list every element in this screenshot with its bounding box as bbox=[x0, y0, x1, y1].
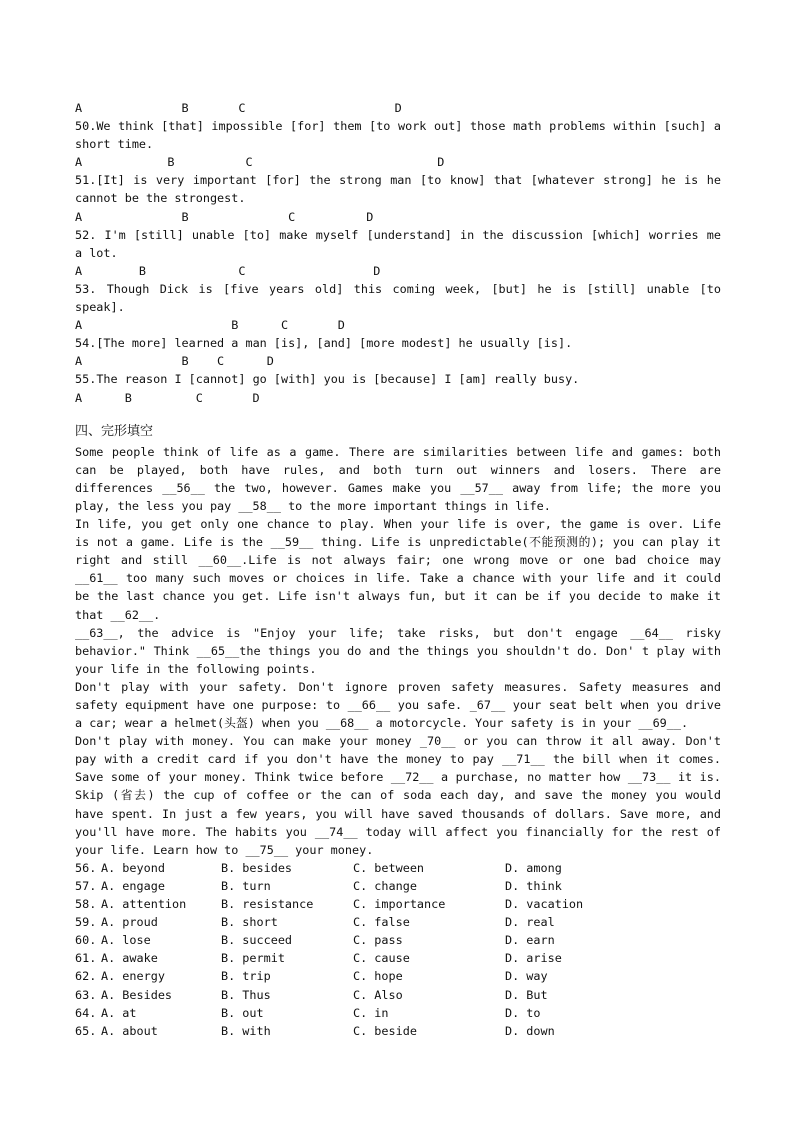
question-number: 65. bbox=[75, 1023, 97, 1038]
option-b: B. besides bbox=[221, 860, 293, 875]
option-row-62 bbox=[75, 967, 721, 985]
option-row-61 bbox=[75, 949, 721, 967]
option-b: B. turn bbox=[221, 878, 271, 893]
answer-markers: A B C D bbox=[75, 263, 381, 278]
option-c: C. pass bbox=[353, 933, 403, 948]
option-row-64 bbox=[75, 1004, 721, 1022]
option-a: A. at bbox=[101, 1005, 137, 1020]
error-item-55 bbox=[75, 370, 721, 406]
option-a: A. about bbox=[101, 1023, 158, 1038]
option-a: A. Besides bbox=[101, 987, 173, 1002]
question-number: 64. bbox=[75, 1005, 97, 1020]
option-c: C. change bbox=[353, 878, 417, 893]
option-a: A. awake bbox=[101, 951, 158, 966]
answer-markers: A B C D bbox=[75, 354, 274, 369]
option-c: C. hope bbox=[353, 969, 403, 984]
option-a: A. engage bbox=[101, 878, 165, 893]
cloze-paragraph-1: Some people think of life as a game. There are similarities between life and games: both can be played, both have rules, and both turn out winners and losers. There are differences __56__ the two, however. Games make you __57__ away from life; the more you play, the less you pay __58__ to the more important things in life. bbox=[75, 444, 721, 513]
option-d: D. vacation bbox=[505, 897, 584, 912]
option-c: C. importance bbox=[353, 897, 446, 912]
option-b: B. trip bbox=[221, 969, 271, 984]
item-sentence: We think [that] impossible [for] them [to work out] those math problems within [such] a short time. bbox=[75, 119, 721, 152]
item-sentence: [It] is very important [for] the strong man [to know] that [whatever strong] he is he cannot be the strongest. bbox=[75, 173, 721, 206]
answer-markers: A B C D bbox=[75, 155, 445, 170]
option-d: D. down bbox=[505, 1023, 555, 1038]
item-number: 55. bbox=[75, 372, 97, 387]
option-a: A. attention bbox=[101, 897, 187, 912]
question-number: 62. bbox=[75, 969, 97, 984]
item-number: 51. bbox=[75, 173, 97, 188]
question-number: 60. bbox=[75, 933, 97, 948]
option-b: B. with bbox=[221, 1023, 271, 1038]
cloze-paragraph-2: In life, you get only one chance to play. When your life is over, the game is over. Life is not a game. Life is the __59__ thing. Life is unpredictable(不能预测的); you can play it right and still __60__.Life is not always fair; one wrong move or one bad choice may __61__ too many such moves or choices in life. Take a chance with your life and it could be the last chance you get. Life isn't always fun, but it can be if you decide to make it that __62__. bbox=[75, 517, 721, 622]
option-d: D. real bbox=[505, 915, 555, 930]
item-number: 53. bbox=[75, 281, 97, 296]
option-d: D. arise bbox=[505, 951, 562, 966]
item-sentence: [The more] learned a man [is], [and] [more modest] he usually [is]. bbox=[96, 336, 573, 351]
option-list bbox=[75, 859, 721, 1040]
option-a: A. beyond bbox=[101, 860, 165, 875]
option-b: B. succeed bbox=[221, 933, 293, 948]
document-page bbox=[75, 99, 721, 1040]
option-c: C. false bbox=[353, 915, 410, 930]
option-c: C. in bbox=[353, 1005, 389, 1020]
cloze-paragraph-4: Don't play with your safety. Don't ignore proven safety measures. Safety measures and safety equipment have one purpose: to __66__ you safe. _67__ your seat belt when you drive a car; wear a helmet(头盔) when you __68__ a motorcycle. Your safety is in your __69__. bbox=[75, 679, 721, 731]
option-d: D. to bbox=[505, 1005, 541, 1020]
option-d: D. think bbox=[505, 878, 562, 893]
option-b: B. short bbox=[221, 915, 278, 930]
option-c: C. cause bbox=[353, 951, 410, 966]
error-item-51 bbox=[75, 171, 721, 225]
item-sentence: Though Dick is [five years old] this coming week, [but] he is [still] unable [to speak]. bbox=[75, 281, 721, 315]
question-number: 56. bbox=[75, 860, 97, 875]
option-row-60 bbox=[75, 931, 721, 949]
option-d: D. among bbox=[505, 860, 562, 875]
item-number: 52. bbox=[75, 227, 97, 242]
question-number: 58. bbox=[75, 897, 97, 912]
option-row-65 bbox=[75, 1022, 721, 1040]
item-number: 54. bbox=[75, 336, 97, 351]
answer-markers: A B C D bbox=[75, 209, 374, 224]
option-a: A. lose bbox=[101, 933, 151, 948]
option-row-58 bbox=[75, 895, 721, 913]
cloze-paragraph-5: Don't play with money. You can make your money _70__ or you can throw it all away. Don't pay with a credit card if you don't have the money to pay __71__ the bill when it comes. Save some of your money. Think twice before __72__ a purchase, no matter how __73__ it is. Skip (省去) the cup of coffee or the can of soda each day, and save the money you would have spent. In just a few years, you will have saved thousands of dollars. Save more, and you'll have more. The habits you __74__ today will affect you financially for the rest of your life. Learn how to __75__ your money. bbox=[75, 734, 721, 857]
option-b: B. permit bbox=[221, 951, 285, 966]
option-d: D. earn bbox=[505, 933, 555, 948]
option-a: A. energy bbox=[101, 969, 165, 984]
question-number: 63. bbox=[75, 987, 97, 1002]
section-heading: 四、完形填空 bbox=[75, 423, 154, 439]
option-c: C. Also bbox=[353, 987, 403, 1002]
option-c: C. between bbox=[353, 860, 425, 875]
error-item-54 bbox=[75, 334, 721, 370]
error-item-50 bbox=[75, 117, 721, 171]
question-number: 57. bbox=[75, 878, 97, 893]
option-d: D. But bbox=[505, 987, 548, 1002]
option-d: D. way bbox=[505, 969, 548, 984]
option-b: B. resistance bbox=[221, 897, 314, 912]
item-sentence: The reason I [cannot] go [with] you is [because] I [am] really busy. bbox=[96, 372, 580, 387]
question-number: 59. bbox=[75, 915, 97, 930]
option-row-56 bbox=[75, 859, 721, 877]
option-row-63 bbox=[75, 986, 721, 1004]
option-b: B. out bbox=[221, 1005, 264, 1020]
cloze-paragraph-3: __63__, the advice is "Enjoy your life; take risks, but don't engage __64__ risky behavior." Think __65__the things you do and the things you shouldn't do. Don' t play with your life in the following points. bbox=[75, 625, 721, 676]
option-row-59 bbox=[75, 913, 721, 931]
answer-markers-49: A B C D bbox=[75, 101, 402, 115]
option-c: C. beside bbox=[353, 1023, 417, 1038]
item-sentence: I'm [still] unable [to] make myself [understand] in the discussion [which] worries me a lot. bbox=[75, 227, 721, 260]
answer-markers: A B C D bbox=[75, 390, 260, 405]
option-b: B. Thus bbox=[221, 987, 271, 1002]
answer-markers: A B C D bbox=[75, 318, 345, 333]
item-number: 50. bbox=[75, 119, 97, 134]
question-number: 61. bbox=[75, 951, 97, 966]
error-item-52 bbox=[75, 226, 721, 280]
option-a: A. proud bbox=[101, 915, 158, 930]
error-item-53 bbox=[75, 280, 721, 334]
option-row-57 bbox=[75, 877, 721, 895]
